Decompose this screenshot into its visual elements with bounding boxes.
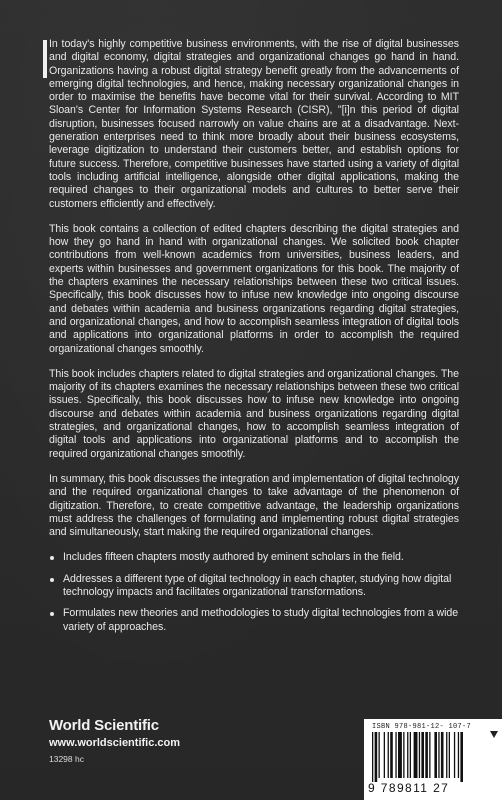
publisher-url: www.worldscientific.com [49, 737, 181, 749]
list-item-text: Includes fifteen chapters mostly authored by eminent scholars in the field. [63, 551, 404, 564]
barcode-digits: 9 789811 27 [368, 781, 450, 795]
bullet-dot-icon [50, 556, 54, 560]
bullet-dot-icon [50, 612, 54, 616]
isbn-barcode [364, 719, 502, 800]
list-item [49, 607, 459, 634]
summary-paragraph: In summary, this book discusses the integration and implementation of digital technology and the required organizational changes to take advantage of the phenomenon of digitization. Therefore, to create competitive advantage, the leadership organizations must address the challenges of formulating and implementing robust digital strategies and simultaneously, start making the required organizational changes. [49, 472, 459, 539]
intro-paragraph-text: In today's highly competitive business environments, with the rise of digital businesses and digital economy, digital strategies and organizational changes go hand in hand. Organizations having a robust digital strategy benefit greatly from the advancements of emerging digital technologies, and hence, making necessary organizational changes in order to maximise the benefits have become vital for their survival. According to MIT Sloan's Center for Information Systems Research (CISR), "[i]n this period of digital disruption, businesses focused narrowly on value chains are at a disadvantage. Next-generation enterprises need to think more broadly about their business ecosystems, leverage digitization to understand their customers better, and establish options for future success. Therefore, competitive businesses have started using a variety of digital tools including artificial intelligence, alongside other digital applications, making the required changes to their organizational models and cultures to better serve their customers efficiently and effectively. [49, 38, 459, 210]
intro-paragraph [49, 38, 459, 211]
chapters-paragraph: This book includes chapters related to digital strategies and organizational changes. The majority of its chapters examines the necessary relationships between these two critical issues. Specifically, this book discusses how to infuse new knowledge into ongoing discourse and debates within academia and business organizations regarding digital strategies, and organizational changes, how to accomplish seamless integration of digital tools and applications into organizational platforms and to accomplish the required organizational changes smoothly. [49, 367, 459, 460]
back-cover-text [49, 38, 459, 642]
publisher-block [49, 717, 180, 765]
list-item-text: Addresses a different type of digital technology in each chapter, studying how digital technology impacts and facilitates organizational transformations. [63, 572, 452, 598]
list-item [49, 551, 459, 564]
barcode-bars [372, 732, 496, 782]
list-item [49, 573, 459, 600]
product-code: 13298 hc [49, 754, 84, 764]
feature-list [49, 551, 459, 633]
drop-cap-bar [43, 40, 47, 78]
contents-paragraph: This book contains a collection of edited chapters describing the digital strategies and how they go hand in hand with organizational changes. We solicited book chapter contributions from well-known academics from universities, business leaders, and experts within businesses and government organizations for this book. The majority of the chapters examines the necessary relationships between these two critical issues. Specifically, this book discusses how to infuse new knowledge into ongoing discourse and debates within academia and business organizations regarding digital strategies, and organizational changes, and how to accomplish seamless integration of digital tools and applications into organizational platforms in order to accomplish the required organizational changes smoothly. [49, 222, 459, 355]
isbn-label: ISBN 978-981-12- 107-7 [372, 723, 472, 731]
list-item-text: Formulates new theories and methodologies to study digital technologies from a wide variety of approaches. [63, 607, 459, 633]
bullet-dot-icon [50, 578, 54, 582]
publisher-name: World Scientific [49, 717, 159, 734]
